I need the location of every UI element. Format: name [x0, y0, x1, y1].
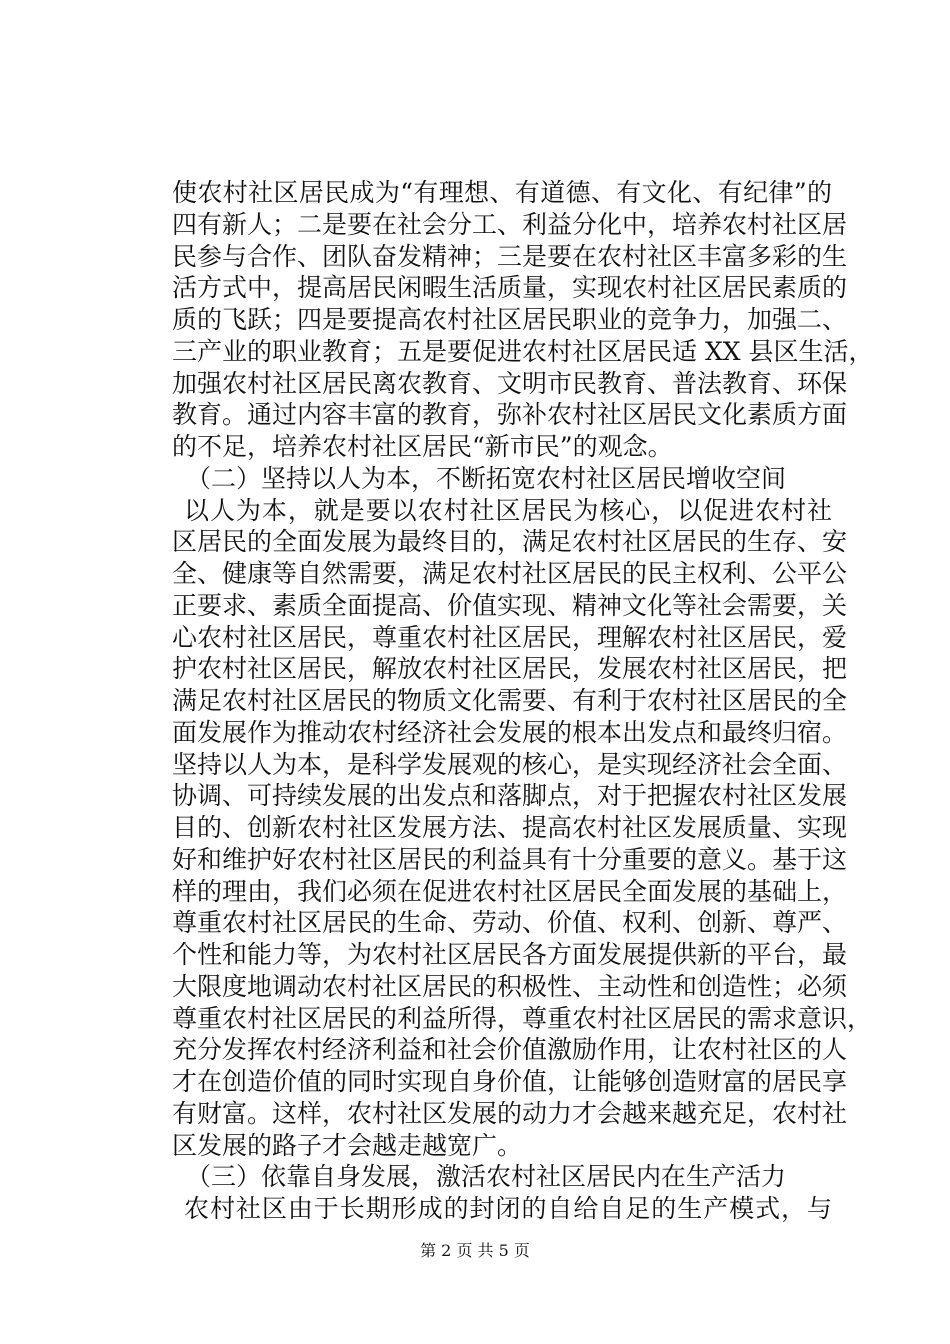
text-line: 尊重农村社区居民的利益所得，尊重农村社区居民的需求意识，	[172, 1004, 873, 1033]
text-line: 教育。通过内容丰富的教育，弥补农村社区居民文化素质方面	[172, 400, 848, 429]
text-line: 区居民的全面发展为最终目的，满足农村社区居民的生存、安	[172, 527, 848, 556]
text-line: 护农村社区居民，解放农村社区居民，发展农村社区居民，把	[172, 654, 848, 683]
text-line: 四有新人；二是要在社会分工、利益分化中，培养农村社区居	[172, 210, 848, 239]
text-line: 有财富。这样，农村社区发展的动力才会越来越充足，农村社	[172, 1099, 848, 1128]
section-heading: （二）坚持以人为本，不断拓宽农村社区居民增收空间	[186, 464, 787, 493]
text-line: 质的飞跃；四是要提高农村社区居民职业的竞争力，加强二、	[172, 305, 848, 334]
text-line: 样的理由，我们必须在促进农村社区居民全面发展的基础上，	[172, 877, 848, 906]
text-line: 活方式中，提高居民闲暇生活质量，实现农村社区居民素质的	[172, 273, 848, 302]
text-line: 好和维护好农村社区居民的利益具有十分重要的意义。基于这	[172, 845, 848, 874]
text-line: 民参与合作、团队奋发精神；三是要在农村社区丰富多彩的生	[172, 242, 848, 271]
section-heading: （三）依靠自身发展，激活农村社区居民内在生产活力	[186, 1162, 787, 1191]
text-line: 加强农村社区居民离农教育、文明市民教育、普法教育、环保	[172, 369, 848, 398]
text-line: 心农村社区居民，尊重农村社区居民，理解农村社区居民，爱	[172, 623, 848, 652]
text-line: 尊重农村社区居民的生命、劳动、价值、权利、创新、尊严、	[172, 908, 848, 937]
text-line: 个性和能力等，为农村社区居民各方面发展提供新的平台，最	[172, 940, 848, 969]
text-line: 充分发挥农村经济利益和社会价值激励作用，让农村社区的人	[172, 1035, 848, 1064]
text-line: 才在创造价值的同时实现自身价值，让能够创造财富的居民享	[172, 1067, 848, 1096]
text-line: 满足农村社区居民的物质文化需要、有利于农村社区居民的全	[172, 686, 848, 715]
text-line: 三产业的职业教育；五是要促进农村社区居民适 XX 县区生活，	[172, 337, 874, 366]
text-line: 以人为本，就是要以农村社区居民为核心，以促进农村社	[184, 496, 832, 525]
text-line: 面发展作为推动农村经济社会发展的根本出发点和最终归宿。	[172, 718, 848, 747]
text-line: 的不足，培养农村社区居民“新市民”的观念。	[172, 432, 673, 461]
text-line: 大限度地调动农村社区居民的积极性、主动性和创造性；必须	[172, 972, 848, 1001]
text-line: 协调、可持续发展的出发点和落脚点，对于把握农村社区发展	[172, 781, 848, 810]
text-line: 全、健康等自然需要，满足农村社区居民的民主权利、公平公	[172, 559, 848, 588]
text-line: 农村社区由于长期形成的封闭的自给自足的生产模式，与	[184, 1194, 832, 1223]
text-line: 区发展的路子才会越走越宽广。	[172, 1131, 523, 1160]
page-number-footer: 第 2 页 共 5 页	[420, 1241, 530, 1260]
text-line: 使农村社区居民成为“有理想、有道德、有文化、有纪律”的	[172, 178, 832, 207]
text-line: 目的、创新农村社区发展方法、提高农村社区发展质量、实现	[172, 813, 848, 842]
text-line: 正要求、素质全面提高、价值实现、精神文化等社会需要，关	[172, 591, 848, 620]
text-line: 坚持以人为本，是科学发展观的核心，是实现经济社会全面、	[172, 750, 848, 779]
